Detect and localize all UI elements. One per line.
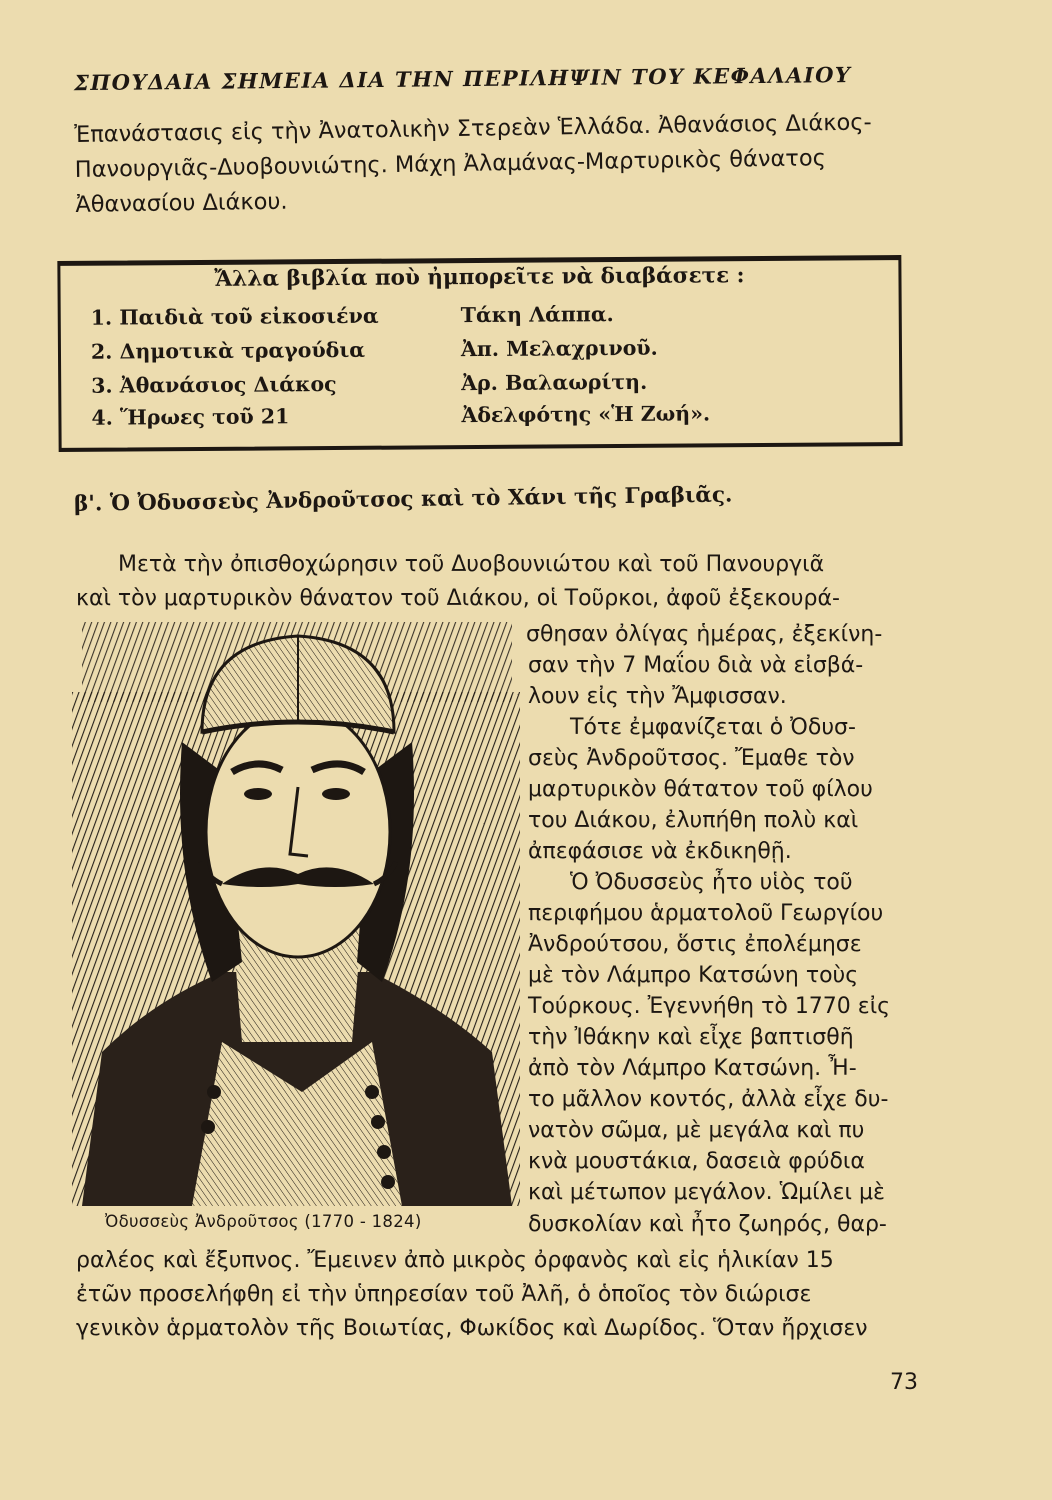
- book-title: 3. Ἀθανάσιος Διάκος: [91, 372, 337, 398]
- body-line: μαρτυρικὸν θάτατον τοῦ φίλου: [528, 777, 873, 802]
- body-line: Τούρκους. Ἐγεννήθη τὸ 1770 εἰς: [528, 994, 891, 1019]
- body-line: Τότε ἐμφανίζεται ὁ Ὀδυσ-: [570, 715, 856, 740]
- body-line: σθησαν ὀλίγας ἡμέρας, ἐξεκίνη-: [526, 622, 883, 647]
- body-line: δυσκολίαν καὶ ἦτο ζωηρός, θαρ-: [528, 1212, 887, 1237]
- body-line: κνὰ μουστάκια, δασειὰ φρύδια: [528, 1149, 865, 1174]
- book-title: 2. Δημοτικὰ τραγούδια: [90, 337, 366, 364]
- body-line: Ἀνδρούτσου, ὅστις ἐπολέμησε: [528, 932, 862, 957]
- page-number: 73: [890, 1370, 918, 1395]
- book-author: Τάκη Λάππα.: [460, 302, 614, 328]
- body-line: λουν εἰς τὴν Ἄμφισσαν.: [528, 684, 787, 709]
- reading-list-item: [91, 368, 881, 404]
- chapter-summary: Ἐπανάστασις εἰς τὴν Ἀνατολικὴν Στερεὰν Ἑλλάδα. Ἀθανάσιος Διάκος-Πανουργιᾶς-Δυοβουνιώτης. Μάχη Ἀλαμάνας-Μαρτυρικὸς θάνατος Ἀθανασίου Διάκου.: [74, 109, 872, 218]
- body-line: ἐτῶν προσελήφθη εἰ τὴν ὑπηρεσίαν τοῦ Ἀλῆ, ὁ ὁποῖος τὸν διώρισε: [76, 1282, 812, 1307]
- book-title: 4. Ἥρωες τοῦ 21: [91, 404, 290, 430]
- body-line: καὶ τὸν μαρτυρικὸν θάνατον τοῦ Διάκου, οἱ Τοῦρκοι, ἀφοῦ ἐξεκουρά-: [76, 586, 840, 611]
- body-line: σεὺς Ἀνδροῦτσος. Ἔμαθε τὸν: [528, 746, 855, 771]
- reading-list-item: [91, 300, 881, 336]
- body-line: μὲ τὸν Λάμπρο Κατσώνη τοὺς: [528, 963, 859, 988]
- reading-list-item: [91, 400, 881, 436]
- book-author: Ἀπ. Μελαχρινοῦ.: [460, 335, 658, 362]
- body-line: γενικὸν ἁρματολὸν τῆς Βοιωτίας, Φωκίδος καὶ Δωρίδος. Ὅταν ἤρχισεν: [76, 1316, 868, 1341]
- book-author: Ἀρ. Βαλαωρίτη.: [461, 369, 648, 396]
- page-heading: ΣΠΟΥΔΑΙΑ ΣΗΜΕΙΑ ΔΙΑ ΤΗΝ ΠΕΡΙΛΗΨΙΝ ΤΟΥ ΚΕΦΑΛΑΙΟΥ: [73, 62, 852, 96]
- body-line: Μετὰ τὴν ὀπισθοχώρησιν τοῦ Δυοβουνιώτου καὶ τοῦ Πανουργιᾶ: [118, 552, 825, 577]
- body-line: Ὁ Ὀδυσσεὺς ἦτο υἱὸς τοῦ: [570, 870, 853, 895]
- body-line: ἀπὸ τὸν Λάμπρο Κατσώνη. Ἦ-: [528, 1056, 857, 1081]
- body-line: περιφήμου ἁρματολοῦ Γεωργίου: [528, 901, 884, 926]
- portrait-caption: Ὀδυσσεὺς Ἀνδροῦτσος (1770 - 1824): [105, 1212, 422, 1231]
- body-line: του Διάκου, ἐλυπήθη πολὺ καὶ: [528, 808, 859, 833]
- reading-list-title: Ἄλλα βιβλία ποὺ ἠμπορεῖτε νὰ διαβάσετε :: [214, 263, 745, 292]
- body-line: ἀπεφάσισε νὰ ἐκδικηθῇ.: [528, 839, 792, 864]
- body-line: νατὸν σῶμα, μὲ μεγάλα καὶ πυ: [528, 1118, 865, 1143]
- body-line: σαν τὴν 7 Μαΐου διὰ νὰ εἰσβά-: [528, 653, 864, 678]
- portrait-illustration: [72, 622, 520, 1206]
- book-author: Ἀδελφότης «Ἡ Ζωή».: [461, 401, 711, 428]
- reading-list-item: [91, 334, 881, 370]
- section-title: β'. Ὁ Ὀδυσσεὺς Ἀνδροῦτσος καὶ τὸ Χάνι τῆς Γραβιᾶς.: [73, 482, 733, 517]
- body-line: το μᾶλλον κοντός, ἀλλὰ εἶχε δυ-: [528, 1087, 889, 1112]
- body-line: τὴν Ἰθάκην καὶ εἶχε βαπτισθῆ: [528, 1025, 854, 1050]
- reading-list-box: [57, 255, 902, 452]
- body-line: καὶ μέτωπον μεγάλον. Ὡμίλει μὲ: [528, 1180, 885, 1205]
- body-line: ραλέος καὶ ἔξυπνος. Ἔμεινεν ἀπὸ μικρὸς ὀρφανὸς καὶ εἰς ἡλικίαν 15: [76, 1248, 834, 1273]
- book-title: 1. Παιδιὰ τοῦ εἰκοσιένα: [90, 303, 379, 330]
